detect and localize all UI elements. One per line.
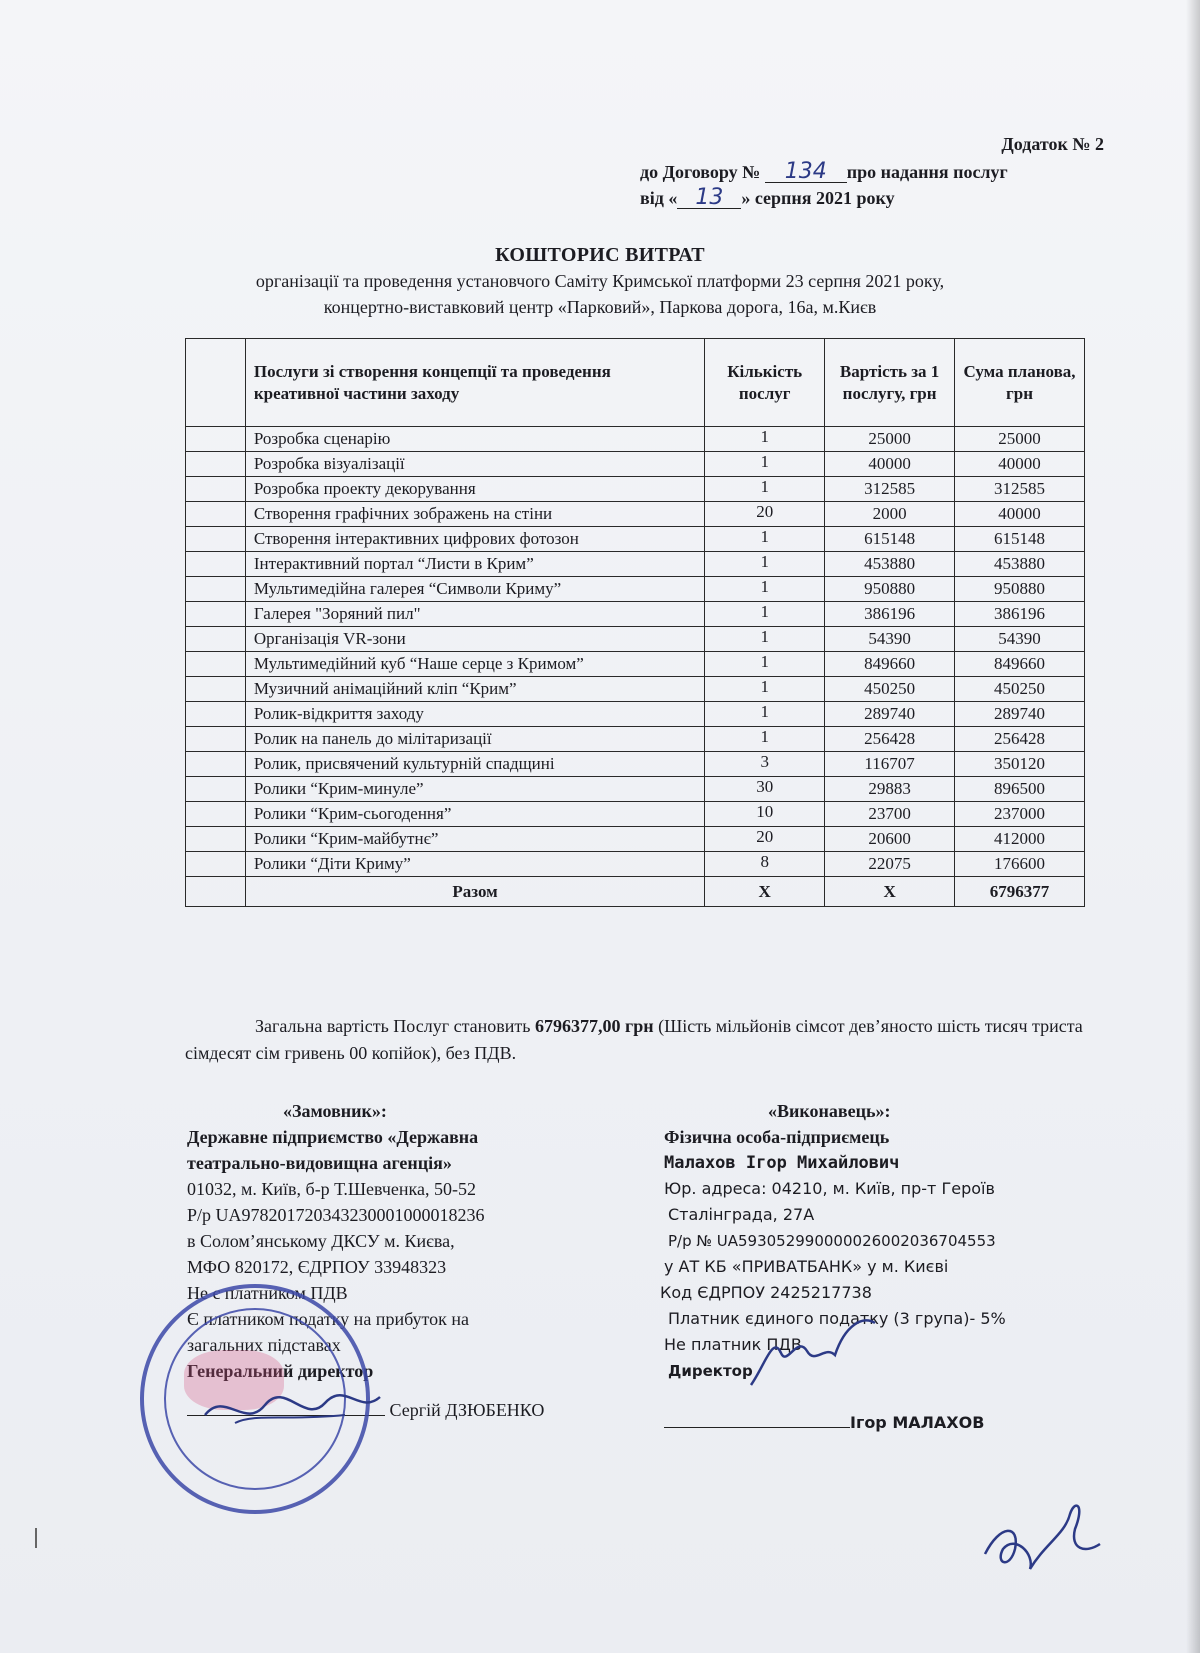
row-qty-cell: 20 [705,827,825,852]
row-name-cell: Організація VR-зони [245,627,704,652]
row-price-cell: 54390 [825,627,955,652]
row-name-cell: Розробка проекту декорування [245,477,704,502]
row-index-cell [186,802,246,827]
table-row [186,702,1085,727]
row-sum-cell: 25000 [955,427,1085,452]
table-row [186,802,1085,827]
contractor-address-line1: Юр. адреса: 04210, м. Київ, пр-т Героїв [664,1179,995,1198]
contractor-org-line1: Фізична особа-підприємець [664,1127,890,1147]
row-qty-cell: 1 [705,427,825,452]
row-name-cell: Ролик-відкриття заходу [245,702,704,727]
row-price-cell: 950880 [825,577,955,602]
contractor-signature-field [664,1406,850,1428]
row-price-cell: 256428 [825,727,955,752]
header-cell-price: Вартість за 1 послугу, грн [825,339,955,427]
row-qty-cell: 1 [705,677,825,702]
row-name-cell: Створення графічних зображень на стіни [245,502,704,527]
row-price-cell: 116707 [825,752,955,777]
header-cell-sum: Сума планова, грн [955,339,1085,427]
summary-suffix: (Шість мільйонів сімсот дев’яносто шість тисяч триста сімдесят сім гривень 00 копійок), без ПДВ. [185,1016,1083,1063]
row-name-cell: Ролики “Крим-майбутнє” [245,827,704,852]
row-index-cell [186,652,246,677]
table-row [186,502,1085,527]
row-index-cell [186,627,246,652]
contractor-details [660,1098,1144,1436]
row-index-cell [186,427,246,452]
row-price-cell: 20600 [825,827,955,852]
contractor-signature-line [664,1406,1144,1436]
row-name-cell: Галерея "Зоряний пил" [245,602,704,627]
customer-codes: МФО 820172, ЄДРПОУ 33948323 [187,1257,447,1277]
row-name-cell: Ролики “Крим-минуле” [245,777,704,802]
row-index-cell [186,502,246,527]
table-row [186,652,1085,677]
table-row [186,777,1085,802]
row-sum-cell: 896500 [955,777,1085,802]
row-name-cell: Мультимедійний куб “Наше серце з Кримом” [245,652,704,677]
date-day: 13 [677,188,741,209]
date-suffix: » серпня 2021 року [741,188,895,208]
row-price-cell: 453880 [825,552,955,577]
row-qty-cell: 1 [705,527,825,552]
row-price-cell: 289740 [825,702,955,727]
table-row [186,427,1085,452]
row-sum-cell: 453880 [955,552,1085,577]
contractor-signature-icon [745,1315,885,1390]
contractor-vat: Не платник ПДВ [664,1335,802,1354]
total-qty: Х [705,877,825,907]
row-index-cell [186,677,246,702]
contract-date [640,185,895,210]
contract-suffix: про надання послуг [846,162,1008,182]
row-name-cell: Створення інтерактивних цифрових фотозон [245,527,704,552]
customer-bank: в Солом’янському ДКСУ м. Києва, [187,1231,455,1251]
initials-signature-icon [975,1494,1105,1589]
table-row [186,527,1085,552]
row-qty-cell: 1 [705,702,825,727]
document-subtitle-line1: організації та проведення установчого Саміту Кримської платформи 23 серпня 2021 року, [255,271,945,291]
row-name-cell: Музичний анімаційний кліп “Крим” [245,677,704,702]
row-qty-cell: 20 [705,502,825,527]
table-row [186,727,1085,752]
row-index-cell [186,777,246,802]
contractor-code: Код ЄДРПОУ 2425217738 [660,1283,872,1302]
contractor-signatory: Ігор МАЛАХОВ [850,1413,985,1432]
row-price-cell: 2000 [825,502,955,527]
row-index-cell [186,852,246,877]
row-sum-cell: 386196 [955,602,1085,627]
row-qty-cell: 1 [705,452,825,477]
row-qty-cell: 1 [705,602,825,627]
table-row [186,577,1085,602]
document-title: КОШТОРИС ВИТРАТ [495,244,705,266]
contractor-org-line2: Малахов Ігор Михайлович [664,1153,900,1173]
total-cell-index [186,877,246,907]
table-row [186,477,1085,502]
row-sum-cell: 312585 [955,477,1085,502]
contractor-position: Директор [668,1362,753,1380]
row-qty-cell: 3 [705,752,825,777]
row-qty-cell: 8 [705,852,825,877]
date-prefix: від « [640,188,678,208]
total-label: Разом [245,877,704,907]
appendix-title: Додаток № 2 [1001,134,1104,154]
row-index-cell [186,452,246,477]
table-body [186,427,1085,877]
contractor-tax: Платник єдиного податку (3 група)- 5% [668,1309,1006,1328]
customer-tax-line1: Є платником податку на прибуток на [187,1309,470,1329]
contract-reference [640,159,1008,184]
table-row [186,752,1085,777]
row-qty-cell: 10 [705,802,825,827]
row-qty-cell: 1 [705,552,825,577]
header-cell-qty: Кількість послуг [705,339,825,427]
row-name-cell: Ролики “Діти Криму” [245,852,704,877]
row-sum-cell: 40000 [955,502,1085,527]
row-sum-cell: 350120 [955,752,1085,777]
row-sum-cell: 412000 [955,827,1085,852]
row-index-cell [186,577,246,602]
table-total-row [186,877,1085,907]
table-header-row [186,339,1085,427]
row-price-cell: 386196 [825,602,955,627]
row-index-cell [186,602,246,627]
customer-position: Генеральний директор [187,1361,374,1381]
row-sum-cell: 256428 [955,727,1085,752]
row-sum-cell: 450250 [955,677,1085,702]
row-price-cell: 849660 [825,652,955,677]
table-row [186,677,1085,702]
customer-role: «Замовник»: [283,1101,387,1121]
row-price-cell: 40000 [825,452,955,477]
row-index-cell [186,827,246,852]
table-row [186,852,1085,877]
contract-number: 134 [765,162,847,183]
row-index-cell [186,752,246,777]
row-name-cell: Ролик на панель до мілітаризації [245,727,704,752]
contract-prefix: до Договору № [640,162,761,182]
row-sum-cell: 40000 [955,452,1085,477]
header-cell-name: Послуги зі створення концепції та проведення креативної частини заходу [245,339,704,427]
contractor-role: «Виконавець»: [768,1101,891,1121]
customer-address: 01032, м. Київ, б-р Т.Шевченка, 50-52 [187,1179,476,1199]
row-sum-cell: 237000 [955,802,1085,827]
customer-signatory: Сергій ДЗЮБЕНКО [389,1400,545,1420]
row-price-cell: 29883 [825,777,955,802]
row-name-cell: Розробка сценарію [245,427,704,452]
table-row [186,602,1085,627]
total-price: Х [825,877,955,907]
row-name-cell: Ролики “Крим-сьогодення” [245,802,704,827]
row-qty-cell: 1 [705,577,825,602]
contractor-address-line2: Сталінграда, 27А [668,1205,815,1224]
cost-table [185,338,1085,907]
row-sum-cell: 615148 [955,527,1085,552]
row-price-cell: 25000 [825,427,955,452]
summary-prefix: Загальна вартість Послуг становить [255,1016,536,1036]
row-price-cell: 312585 [825,477,955,502]
customer-account: Р/р UA978201720343230001000018236 [187,1205,485,1225]
row-name-cell: Розробка візуалізації [245,452,704,477]
row-price-cell: 615148 [825,527,955,552]
contractor-account: Р/р № UA593052990000026002036704553 [668,1232,996,1250]
table-row [186,452,1085,477]
customer-org-line2: театрально-видовищна агенція» [187,1153,452,1173]
customer-signature-icon [195,1385,385,1435]
row-qty-cell: 30 [705,777,825,802]
row-index-cell [186,477,246,502]
customer-tax-line2: загальних підставах [187,1335,341,1355]
margin-mark [35,1528,39,1548]
row-price-cell: 23700 [825,802,955,827]
row-price-cell: 450250 [825,677,955,702]
row-name-cell: Інтерактивний портал “Листи в Крим” [245,552,704,577]
total-summary [185,1013,1085,1067]
row-price-cell: 22075 [825,852,955,877]
table-row [186,627,1085,652]
customer-org-line1: Державне підприємство «Державна [187,1127,479,1147]
contractor-bank: у АТ КБ «ПРИВАТБАНК» у м. Києві [664,1257,949,1276]
row-sum-cell: 54390 [955,627,1085,652]
row-index-cell [186,552,246,577]
row-index-cell [186,527,246,552]
row-qty-cell: 1 [705,477,825,502]
summary-amount: 6796377,00 грн [535,1016,654,1036]
table-row [186,552,1085,577]
row-index-cell [186,702,246,727]
row-qty-cell: 1 [705,627,825,652]
document-subtitle-line2: концертно-виставковий центр «Парковий», Паркова дорога, 16а, м.Києв [323,297,877,317]
row-qty-cell: 1 [705,727,825,752]
row-sum-cell: 849660 [955,652,1085,677]
row-index-cell [186,727,246,752]
total-sum: 6796377 [955,877,1085,907]
row-sum-cell: 289740 [955,702,1085,727]
header-cell-index [186,339,246,427]
row-qty-cell: 1 [705,652,825,677]
row-sum-cell: 950880 [955,577,1085,602]
row-sum-cell: 176600 [955,852,1085,877]
table-row [186,827,1085,852]
row-name-cell: Мультимедійна галерея “Символи Криму” [245,577,704,602]
row-name-cell: Ролик, присвячений культурній спадщині [245,752,704,777]
customer-vat: Не є платником ПДВ [187,1283,348,1303]
